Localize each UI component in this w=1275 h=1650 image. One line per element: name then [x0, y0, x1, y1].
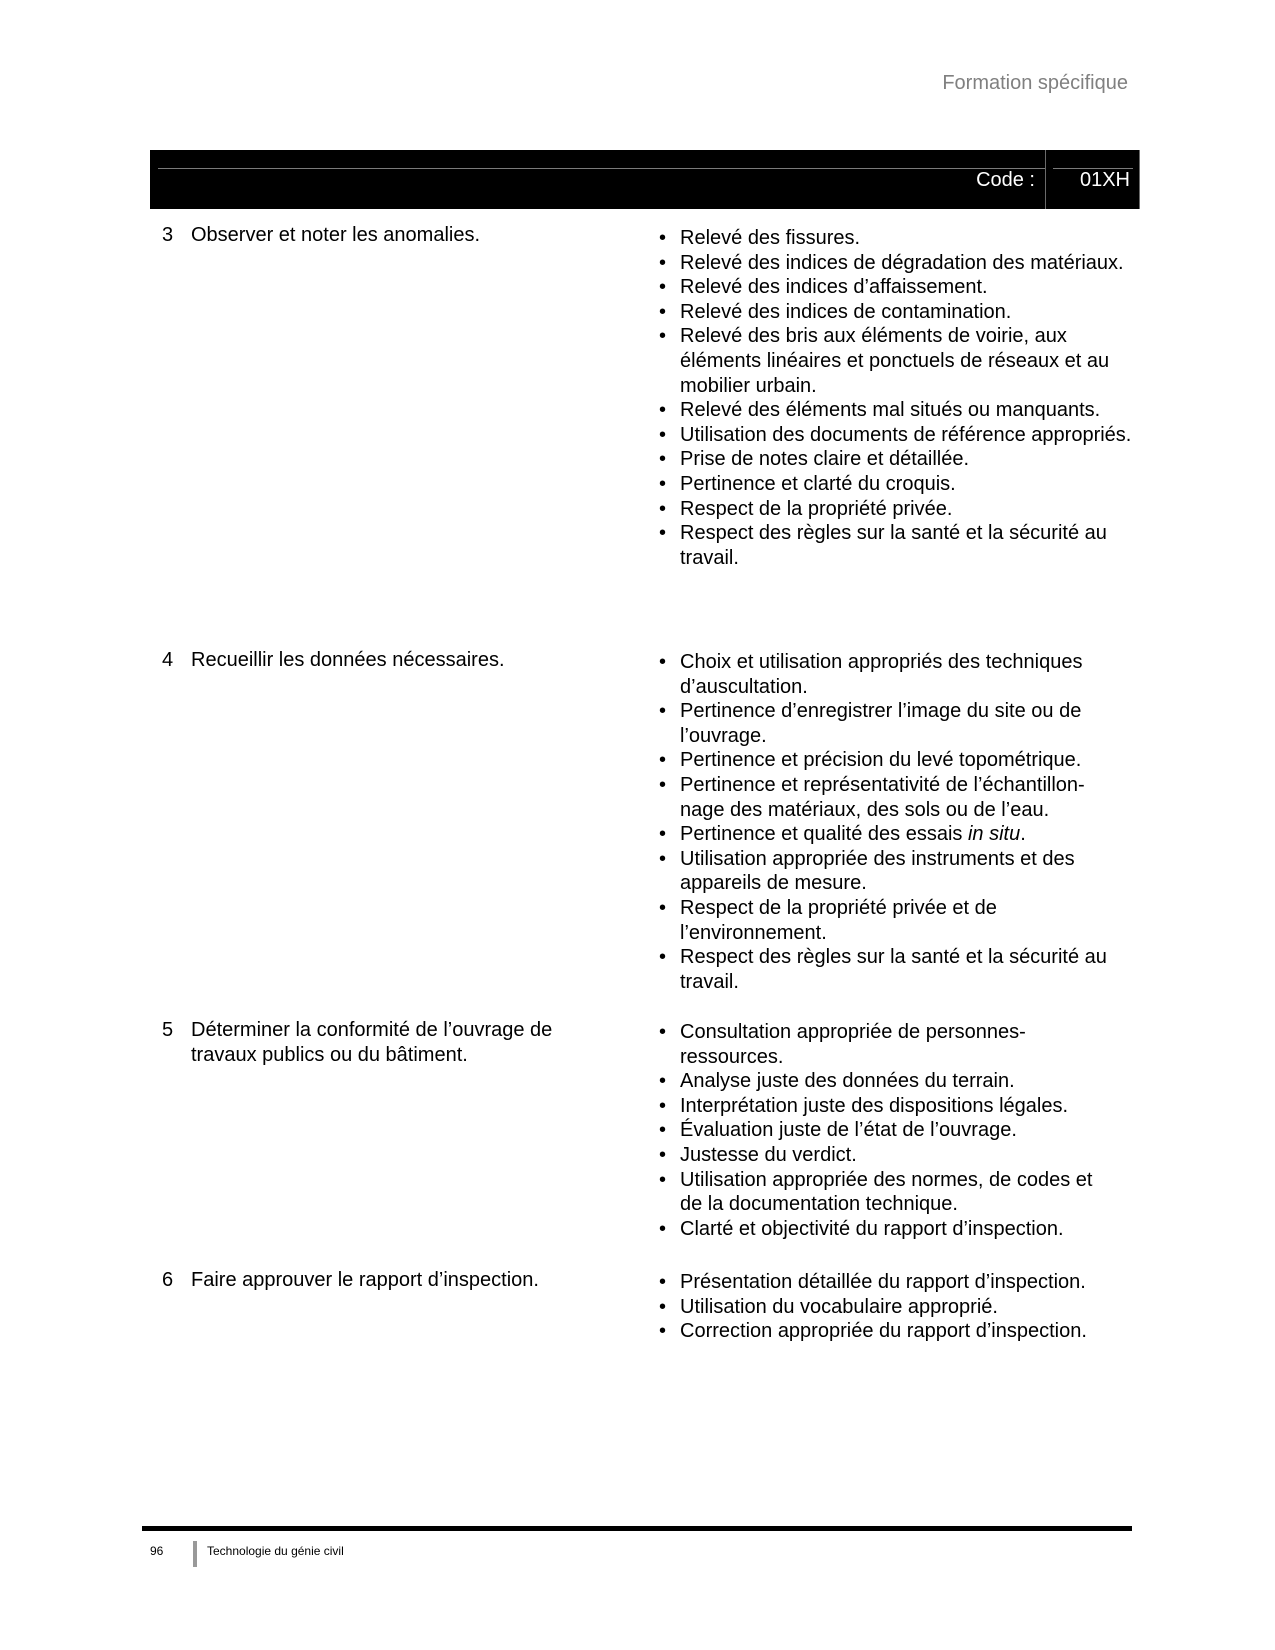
criteria-item: • Utilisation des documents de référence appropriés. [659, 423, 1132, 446]
criteria-item: • Clarté et objectivité du rapport d’inspection. [659, 1217, 1064, 1240]
code-bar [150, 150, 1140, 209]
page-number: 96 [150, 1544, 164, 1558]
step-text: Déterminer la conformité de l’ouvrage de travaux publics ou du bâtiment. [191, 1019, 553, 1066]
bullet-icon: • [659, 1271, 667, 1293]
criteria-item: • Pertinence d’enregistrer l’image du site ou de l’ouvrage. [659, 700, 1082, 747]
footer-rule [142, 1526, 1132, 1531]
bullet-icon: • [659, 325, 667, 348]
bullet-icon: • [659, 847, 667, 870]
step-number: 6 [162, 1269, 174, 1291]
bullet-icon: • [659, 896, 667, 919]
bullet-icon: • [659, 423, 667, 446]
criteria-list [656, 226, 1136, 570]
footer-title: Technologie du génie civil [207, 1544, 344, 1558]
step-text: Faire approuver le rapport d’inspection. [191, 1269, 539, 1291]
criteria-item: • Respect de la propriété privée. [659, 497, 953, 520]
criteria-item: • Choix et utilisation appropriés des techniques d’auscultation. [659, 651, 1083, 698]
bullet-icon: • [659, 773, 667, 796]
criteria-item: • Utilisation appropriée des instruments et des appareils de mesure. [659, 847, 1075, 895]
criteria-item: • Correction appropriée du rapport d’inspection. [659, 1320, 1087, 1343]
criteria-item: • Consultation appropriée de personnes-ressources. [659, 1021, 1026, 1068]
criteria-item: • Prise de notes claire et détaillée. [659, 448, 970, 471]
criteria-list [656, 1270, 1146, 1344]
criteria-item: • Relevé des indices d’affaissement. [659, 276, 988, 299]
criteria-item: • Pertinence et clarté du croquis. [659, 472, 956, 495]
bullet-icon: • [659, 1295, 667, 1318]
bullet-icon: • [659, 251, 667, 274]
bullet-icon: • [659, 749, 667, 772]
bullet-icon: • [659, 300, 667, 323]
criteria-item: • Relevé des éléments mal situés ou manquants. [659, 399, 1101, 422]
step-number: 4 [162, 649, 174, 671]
bullet-icon: • [659, 1320, 667, 1343]
criteria-list [656, 650, 1126, 994]
bullet-icon: • [659, 399, 667, 422]
criteria-item: • Utilisation appropriée des normes, de codes et de la documentation technique. [659, 1168, 1093, 1216]
bullet-icon: • [659, 472, 667, 495]
criteria-item: • Justesse du verdict. [659, 1143, 857, 1166]
italic-term: in situ [967, 823, 1021, 846]
criteria-item: • Évaluation juste de l’état de l’ouvrage. [659, 1119, 1017, 1142]
criteria-item: • Pertinence et représentativité de l’échantillon-nage des matériaux, des sols ou de l’eau. [659, 773, 1085, 821]
bullet-icon: • [659, 1021, 667, 1043]
criteria-item: • Pertinence et précision du levé topométrique. [659, 749, 1082, 772]
criteria-item: • Analyse juste des données du terrain. [659, 1070, 1015, 1093]
step-number: 3 [162, 224, 174, 246]
code-bar-divider-end [1139, 150, 1140, 209]
criteria-item: • Pertinence et qualité des essais in situ. [659, 823, 1026, 846]
step-text: Observer et noter les anomalies. [191, 224, 481, 246]
bullet-icon: • [659, 227, 667, 249]
criteria-item: • Respect des règles sur la santé et la sécurité au travail. [659, 946, 1107, 993]
bullet-icon: • [659, 1094, 667, 1117]
criteria-item: • Présentation détaillée du rapport d’inspection. [659, 1271, 1086, 1293]
criteria-list [656, 1020, 1116, 1241]
bullet-icon: • [659, 823, 667, 846]
bullet-icon: • [659, 946, 667, 969]
criteria-item: • Respect des règles sur la santé et la sécurité au travail. [659, 522, 1107, 569]
bullet-icon: • [659, 1168, 667, 1191]
bullet-icon: • [659, 651, 667, 673]
criteria-item: • Relevé des indices de contamination. [659, 300, 1012, 323]
bullet-icon: • [659, 1143, 667, 1166]
code-bar-divider [1045, 150, 1046, 209]
criteria-item: • Relevé des bris aux éléments de voirie, aux éléments linéaires et ponctuels de réseaux et au mobilier urbain. [659, 325, 1110, 397]
running-head: Formation spécifique [942, 72, 1128, 94]
criteria-item: • Utilisation du vocabulaire approprié. [659, 1295, 998, 1318]
criteria-item: • Interprétation juste des dispositions légales. [659, 1094, 1069, 1117]
step-text: Recueillir les données nécessaires. [191, 649, 505, 671]
bullet-icon: • [659, 522, 667, 545]
bullet-icon: • [659, 1119, 667, 1142]
bullet-icon: • [659, 276, 667, 299]
code-bar-rule [158, 168, 1045, 169]
criteria-item: • Relevé des fissures. [659, 227, 861, 249]
code-value: 01XH [1079, 169, 1130, 191]
criteria-item: • Respect de la propriété privée et de l’environnement. [659, 896, 997, 944]
bullet-icon: • [659, 700, 667, 723]
criteria-item: • Relevé des indices de dégradation des matériaux. [659, 251, 1124, 274]
footer-divider [193, 1541, 197, 1567]
step-number: 5 [162, 1019, 174, 1041]
code-label: Code : [976, 169, 1035, 191]
bullet-icon: • [659, 1217, 667, 1240]
bullet-icon: • [659, 448, 667, 471]
bullet-icon: • [659, 497, 667, 520]
bullet-icon: • [659, 1070, 667, 1093]
